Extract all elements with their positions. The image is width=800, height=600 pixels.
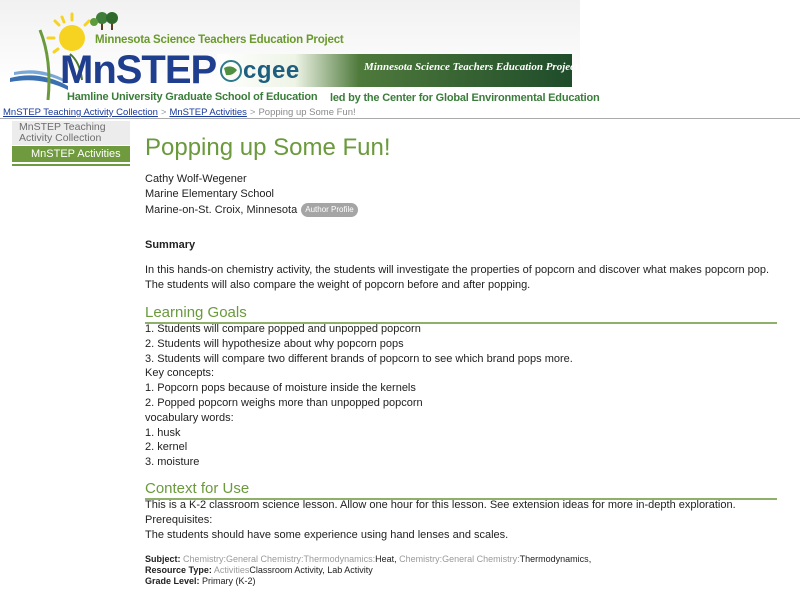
page-title: Popping up Some Fun! <box>145 134 391 161</box>
list-item: 3. Students will compare two different brands of popcorn to see which brand pops more. <box>145 352 573 365</box>
meta-separator: , <box>394 554 400 564</box>
sidebar-item-activities[interactable] <box>12 146 130 162</box>
context-line: This is a K-2 classroom science lesson. Allow one hour for this lesson. See extension ideas for more in-depth exploration. <box>145 499 736 511</box>
globe-icon <box>219 58 243 84</box>
sidebar-heading-label: MnSTEP Teaching Activity Collection <box>19 121 106 144</box>
author-name: Cathy Wolf-Wegener <box>145 173 247 185</box>
sidebar-heading[interactable] <box>12 121 130 145</box>
resource-category-link[interactable]: Activities <box>213 565 250 575</box>
header-banner <box>0 0 800 108</box>
breadcrumb-separator: > <box>160 107 167 118</box>
context-line: The students should have some experience using hand lenses and scales. <box>145 528 509 541</box>
list-item: 2. Students will hypothesize about why popcorn pops <box>145 337 404 350</box>
sidebar-item-label: MnSTEP Activities <box>31 148 121 160</box>
breadcrumb-link-collection[interactable]: MnSTEP Teaching Activity Collection <box>3 107 158 118</box>
mnstep-logo-text: MnSTEP <box>60 48 217 92</box>
school-name: Hamline University Graduate School of Education <box>67 91 318 103</box>
summary-text: In this hands-on chemistry activity, the students will investigate the properties of popcorn and discover what makes popcorn pop. The students will also compare the weight of popcorn before and after popping. <box>145 264 770 291</box>
cgee-logo-text: cgee <box>243 57 300 84</box>
author-location-row <box>145 203 358 217</box>
list-item: 2. kernel <box>145 441 188 454</box>
list-item: vocabulary words: <box>145 411 234 424</box>
grade-value: Primary (K-2) <box>202 576 256 586</box>
cgee-tagline: Minnesota Science Teachers Education Project <box>364 61 579 73</box>
meta-resource-type <box>145 565 373 576</box>
breadcrumb <box>3 107 356 118</box>
list-item: 1. Popcorn pops because of moisture inside the kernels <box>145 382 416 395</box>
author-school: Marine Elementary School <box>145 188 275 200</box>
meta-label: Resource Type: <box>145 565 212 575</box>
resource-value: Classroom Activity, Lab Activity <box>249 565 373 575</box>
learning-goals-heading: Learning Goals <box>145 304 777 324</box>
subject-value: Thermodynamics <box>519 554 589 564</box>
author-location: Marine-on-St. Croix, Minnesota <box>145 204 298 216</box>
context-line: Prerequisites: <box>145 513 213 526</box>
learning-goals-list <box>145 322 573 470</box>
meta-subject <box>145 554 591 565</box>
author-profile-button[interactable]: Author Profile <box>301 203 357 217</box>
meta-separator: , <box>588 554 592 564</box>
meta-grade-level <box>145 576 256 587</box>
list-item: 3. moisture <box>145 456 200 469</box>
meta-label: Subject: <box>145 554 181 564</box>
subject-category-link[interactable]: Chemistry:General Chemistry:Thermodynamics: <box>183 554 376 564</box>
context-list <box>145 498 736 542</box>
header-divider <box>0 118 800 119</box>
subject-category-link[interactable]: Chemistry:General Chemistry: <box>399 554 520 564</box>
list-item: 1. Students will compare popped and unpopped popcorn <box>145 323 421 335</box>
breadcrumb-link-activities[interactable]: MnSTEP Activities <box>169 107 247 118</box>
trees-icon <box>90 12 118 30</box>
summary-heading: Summary <box>145 239 196 251</box>
context-heading: Context for Use <box>145 480 777 500</box>
list-item: 1. husk <box>145 426 181 439</box>
cgee-led-by: led by the Center for Global Environmental Education <box>330 92 600 104</box>
list-item: 2. Popped popcorn weighs more than unpopped popcorn <box>145 396 423 409</box>
subject-value: Heat <box>375 554 395 564</box>
breadcrumb-current: Popping up Some Fun! <box>258 107 356 118</box>
project-title: Minnesota Science Teachers Education Project <box>95 34 344 46</box>
breadcrumb-separator: > <box>249 107 256 118</box>
meta-label: Grade Level: <box>145 576 200 586</box>
sidebar-divider <box>12 164 130 166</box>
list-item: Key concepts: <box>145 367 215 380</box>
